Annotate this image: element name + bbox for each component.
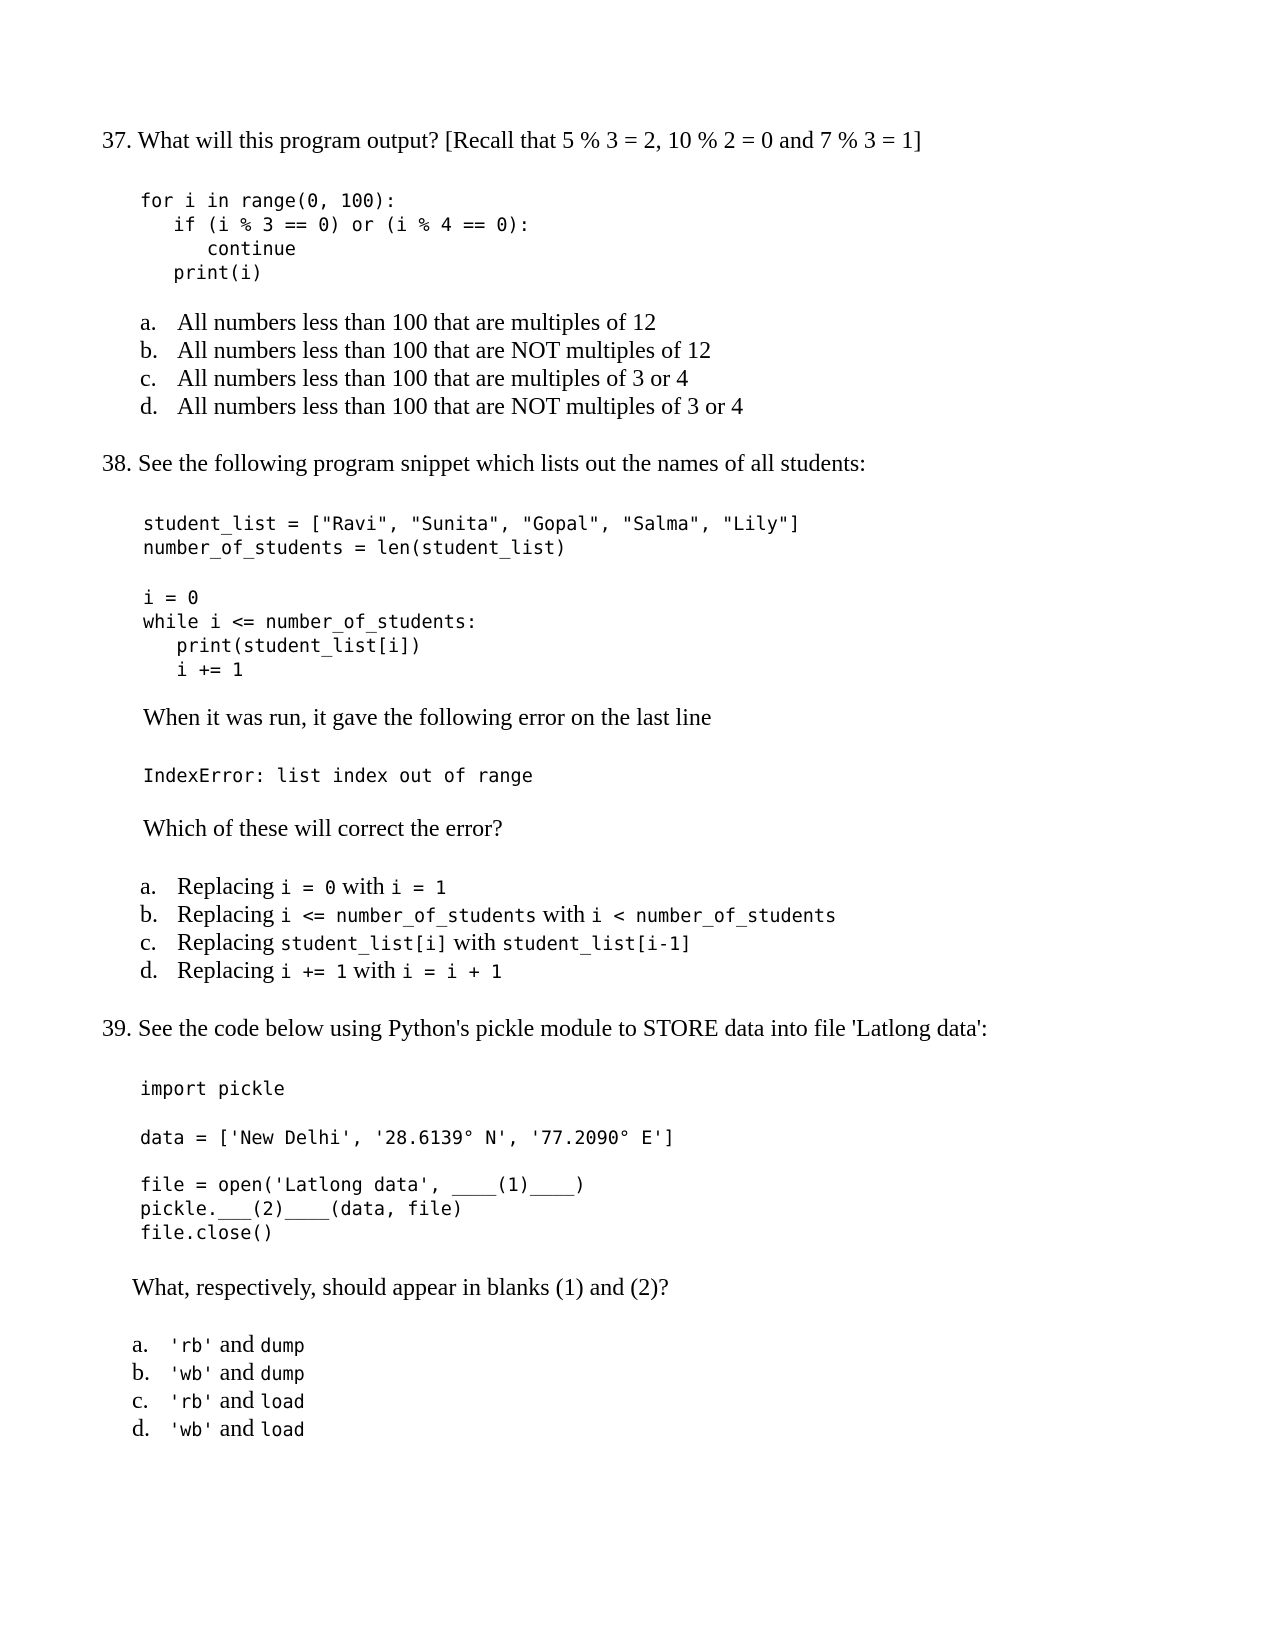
- option-code-from: i = 0: [280, 878, 337, 899]
- option-letter: b.: [140, 902, 158, 928]
- q37-option-b[interactable]: [140, 338, 711, 365]
- option-code-from: i <= number_of_students: [280, 906, 537, 927]
- q37-option-d[interactable]: [140, 394, 743, 421]
- q38-code-loop: i = 0 while i <= number_of_students: print(student_list[i]) i += 1: [143, 588, 478, 681]
- option-text: Replacing: [177, 874, 281, 900]
- q39-option-b[interactable]: [132, 1360, 305, 1387]
- option-letter: c.: [140, 930, 157, 956]
- option-text: Replacing: [177, 902, 281, 928]
- option-code-to: student_list[i-1]: [502, 934, 692, 955]
- option-code-to: i < number_of_students: [591, 906, 837, 927]
- q37-option-a[interactable]: [140, 310, 656, 337]
- q38-prompt: Which of these will correct the error?: [143, 816, 503, 842]
- option-text-with: with: [336, 874, 391, 900]
- question-39: 39. See the code below using Python's pickle module to STORE data into file 'Latlong data':: [102, 1016, 988, 1042]
- option-code-to: i = 1: [390, 878, 447, 899]
- q38-option-d[interactable]: [140, 958, 502, 985]
- option-code-to: i = i + 1: [401, 962, 503, 983]
- option-text: All numbers less than 100 that are NOT multiples of 3 or 4: [177, 394, 744, 420]
- option-text-and: and: [213, 1388, 261, 1414]
- q39-option-d[interactable]: [132, 1416, 305, 1443]
- option-text: All numbers less than 100 that are multiples of 12: [177, 310, 657, 336]
- option-text-with: with: [347, 958, 402, 984]
- option-code-func: load: [260, 1420, 305, 1441]
- option-code-mode: 'wb': [169, 1364, 214, 1385]
- q38-error-message: IndexError: list index out of range: [143, 766, 533, 787]
- option-text: Replacing: [177, 958, 281, 984]
- option-text-and: and: [213, 1360, 261, 1386]
- option-code-from: i += 1: [280, 962, 348, 983]
- option-text: Replacing: [177, 930, 281, 956]
- q38-option-c[interactable]: [140, 930, 691, 957]
- q39-code-data: data = ['New Delhi', '28.6139° N', '77.2090° E']: [140, 1128, 675, 1149]
- option-letter: d.: [140, 958, 158, 984]
- q39-prompt: What, respectively, should appear in blanks (1) and (2)?: [132, 1275, 669, 1301]
- q39-code-pickle: file = open('Latlong data', ____(1)____) pickle.___(2)____(data, file) file.close(): [140, 1175, 586, 1244]
- option-code-func: load: [260, 1392, 305, 1413]
- option-code-func: dump: [260, 1336, 305, 1357]
- option-text: All numbers less than 100 that are NOT multiples of 12: [177, 338, 712, 364]
- option-text-and: and: [213, 1416, 261, 1442]
- option-letter: d.: [140, 394, 158, 420]
- q39-option-c[interactable]: [132, 1388, 305, 1415]
- q39-option-a[interactable]: [132, 1332, 305, 1359]
- q38-option-b[interactable]: [140, 902, 836, 929]
- question-37: 37. What will this program output? [Recall that 5 % 3 = 2, 10 % 2 = 0 and 7 % 3 = 1]: [102, 128, 922, 154]
- option-code-mode: 'wb': [169, 1420, 214, 1441]
- question-38: 38. See the following program snippet which lists out the names of all students:: [102, 451, 866, 477]
- option-code-func: dump: [260, 1364, 305, 1385]
- option-letter: a.: [140, 874, 157, 900]
- option-letter: d.: [132, 1416, 150, 1442]
- q38-error-intro: When it was run, it gave the following error on the last line: [143, 705, 712, 731]
- option-text-with: with: [536, 902, 592, 928]
- option-letter: b.: [140, 338, 158, 364]
- q37-option-c[interactable]: [140, 366, 688, 393]
- option-letter: c.: [140, 366, 157, 392]
- option-letter: c.: [132, 1388, 149, 1414]
- option-letter: a.: [140, 310, 157, 336]
- option-code-from: student_list[i]: [280, 934, 448, 955]
- option-text: All numbers less than 100 that are multiples of 3 or 4: [177, 366, 689, 392]
- q38-code-list: student_list = ["Ravi", "Sunita", "Gopal", "Salma", "Lily"] number_of_students = len(student_list): [143, 514, 801, 559]
- q37-code: for i in range(0, 100): if (i % 3 == 0) or (i % 4 == 0): continue print(i): [140, 191, 530, 284]
- option-letter: a.: [132, 1332, 149, 1358]
- option-letter: b.: [132, 1360, 150, 1386]
- q39-code-import: import pickle: [140, 1079, 285, 1100]
- option-code-mode: 'rb': [169, 1336, 214, 1357]
- option-code-mode: 'rb': [169, 1392, 214, 1413]
- option-text-and: and: [213, 1332, 261, 1358]
- q38-option-a[interactable]: [140, 874, 446, 901]
- option-text-with: with: [447, 930, 503, 956]
